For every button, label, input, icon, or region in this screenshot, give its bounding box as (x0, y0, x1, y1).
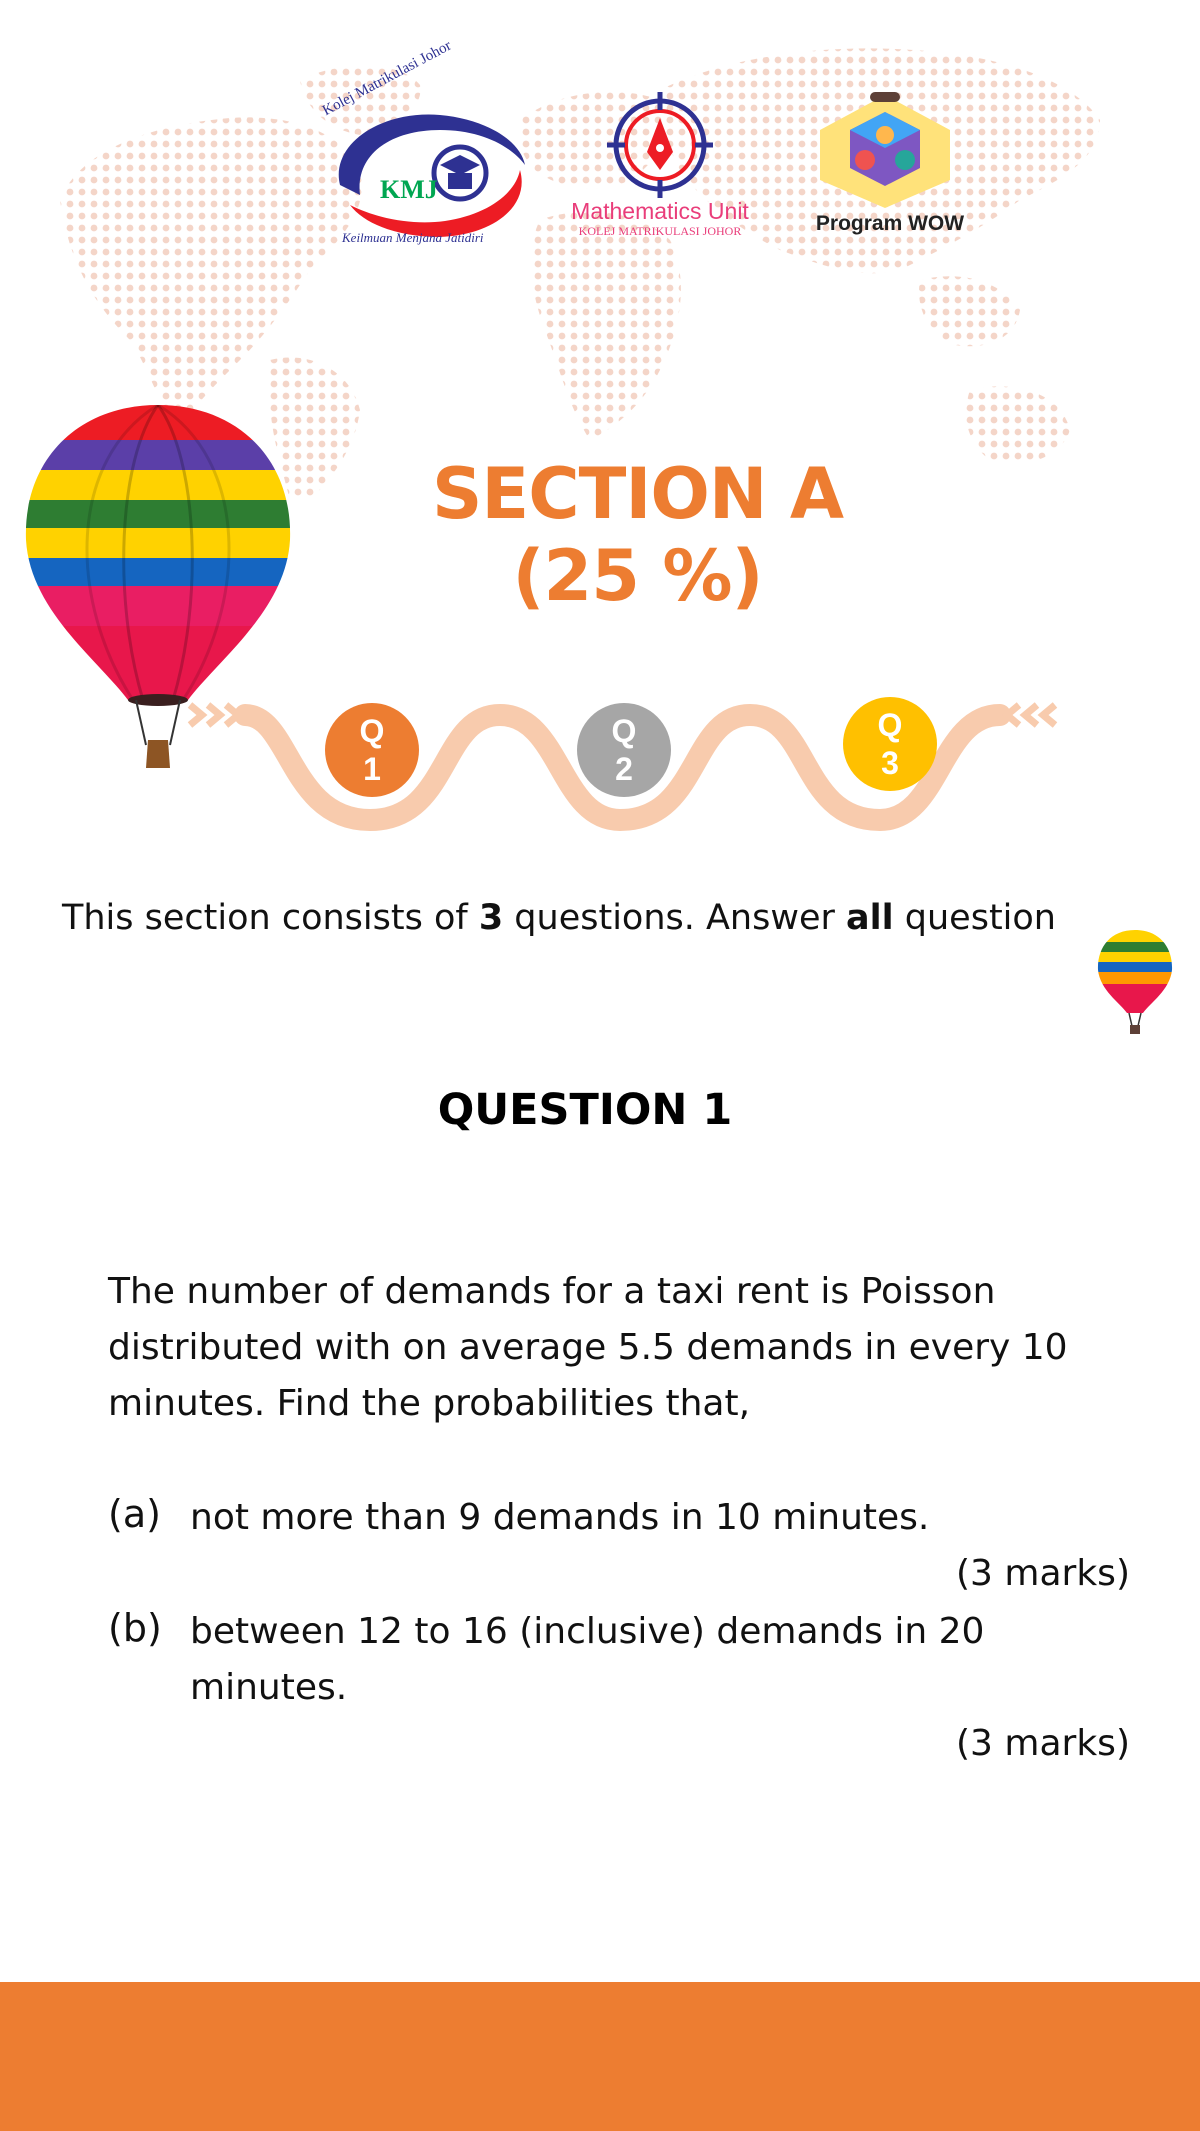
stem-line: minutes. Find the probabilities that, (108, 1383, 751, 1424)
kmj-motto: Keilmuan Menjana Jatidiri (342, 230, 484, 245)
small-balloon-icon (1095, 928, 1175, 1036)
stem-line: distributed with on average 5.5 demands in every 10 (108, 1327, 1068, 1368)
part-a-label: (a) (108, 1492, 161, 1536)
part-line: minutes. (190, 1667, 348, 1708)
marker-number: 3 (881, 745, 899, 781)
marker-number: 1 (363, 751, 381, 787)
part-b-marks: (3 marks) (956, 1723, 1130, 1764)
section-title: SECTION A (431, 453, 844, 535)
mathematics-unit-logo (535, 90, 785, 240)
wow-label: Program WOW (815, 212, 965, 235)
section-weight: (25 %) (512, 535, 763, 617)
path-marker-q3 (843, 697, 937, 791)
intro-count: 3 (478, 898, 504, 938)
marker-q-label: Q (359, 713, 385, 749)
kmj-initials: KMJ (380, 175, 438, 204)
intro-part3: question (893, 898, 1056, 938)
part-b-text (190, 1604, 1150, 1716)
question-heading: QUESTION 1 (437, 1085, 733, 1135)
section-instructions (62, 898, 1056, 938)
question-stem (108, 1264, 1168, 1432)
kmj-arc-text: Kolej Matrikulasi Johor (320, 37, 455, 120)
wow-hexagon-icon (810, 90, 960, 210)
part-a-marks: (3 marks) (956, 1553, 1130, 1594)
kmj-logo (320, 37, 540, 255)
marker-q-label: Q (611, 713, 637, 749)
marker-number: 2 (615, 751, 633, 787)
intro-part2: questions. Answer (503, 898, 847, 938)
footer-bar (0, 1982, 1200, 2131)
part-b-label: (b) (108, 1606, 162, 1650)
math-unit-title: Mathematics Unit (571, 198, 749, 224)
marker-q-label: Q (877, 707, 903, 743)
part-line: not more than 9 demands in 10 minutes. (190, 1497, 930, 1538)
compass-target-icon (605, 90, 715, 200)
intro-part1: This section consists of (62, 898, 479, 938)
path-marker-q2 (577, 703, 671, 797)
program-wow-logo (800, 90, 980, 240)
math-unit-subtitle: KOLEJ MATRIKULASI JOHOR (578, 224, 742, 238)
stem-line: The number of demands for a taxi rent is Poisson (108, 1271, 996, 1312)
path-marker-q1 (325, 703, 419, 797)
intro-emph: all (846, 898, 894, 938)
part-line: between 12 to 16 (inclusive) demands in 20 (190, 1611, 985, 1652)
part-a-text (190, 1490, 1150, 1546)
